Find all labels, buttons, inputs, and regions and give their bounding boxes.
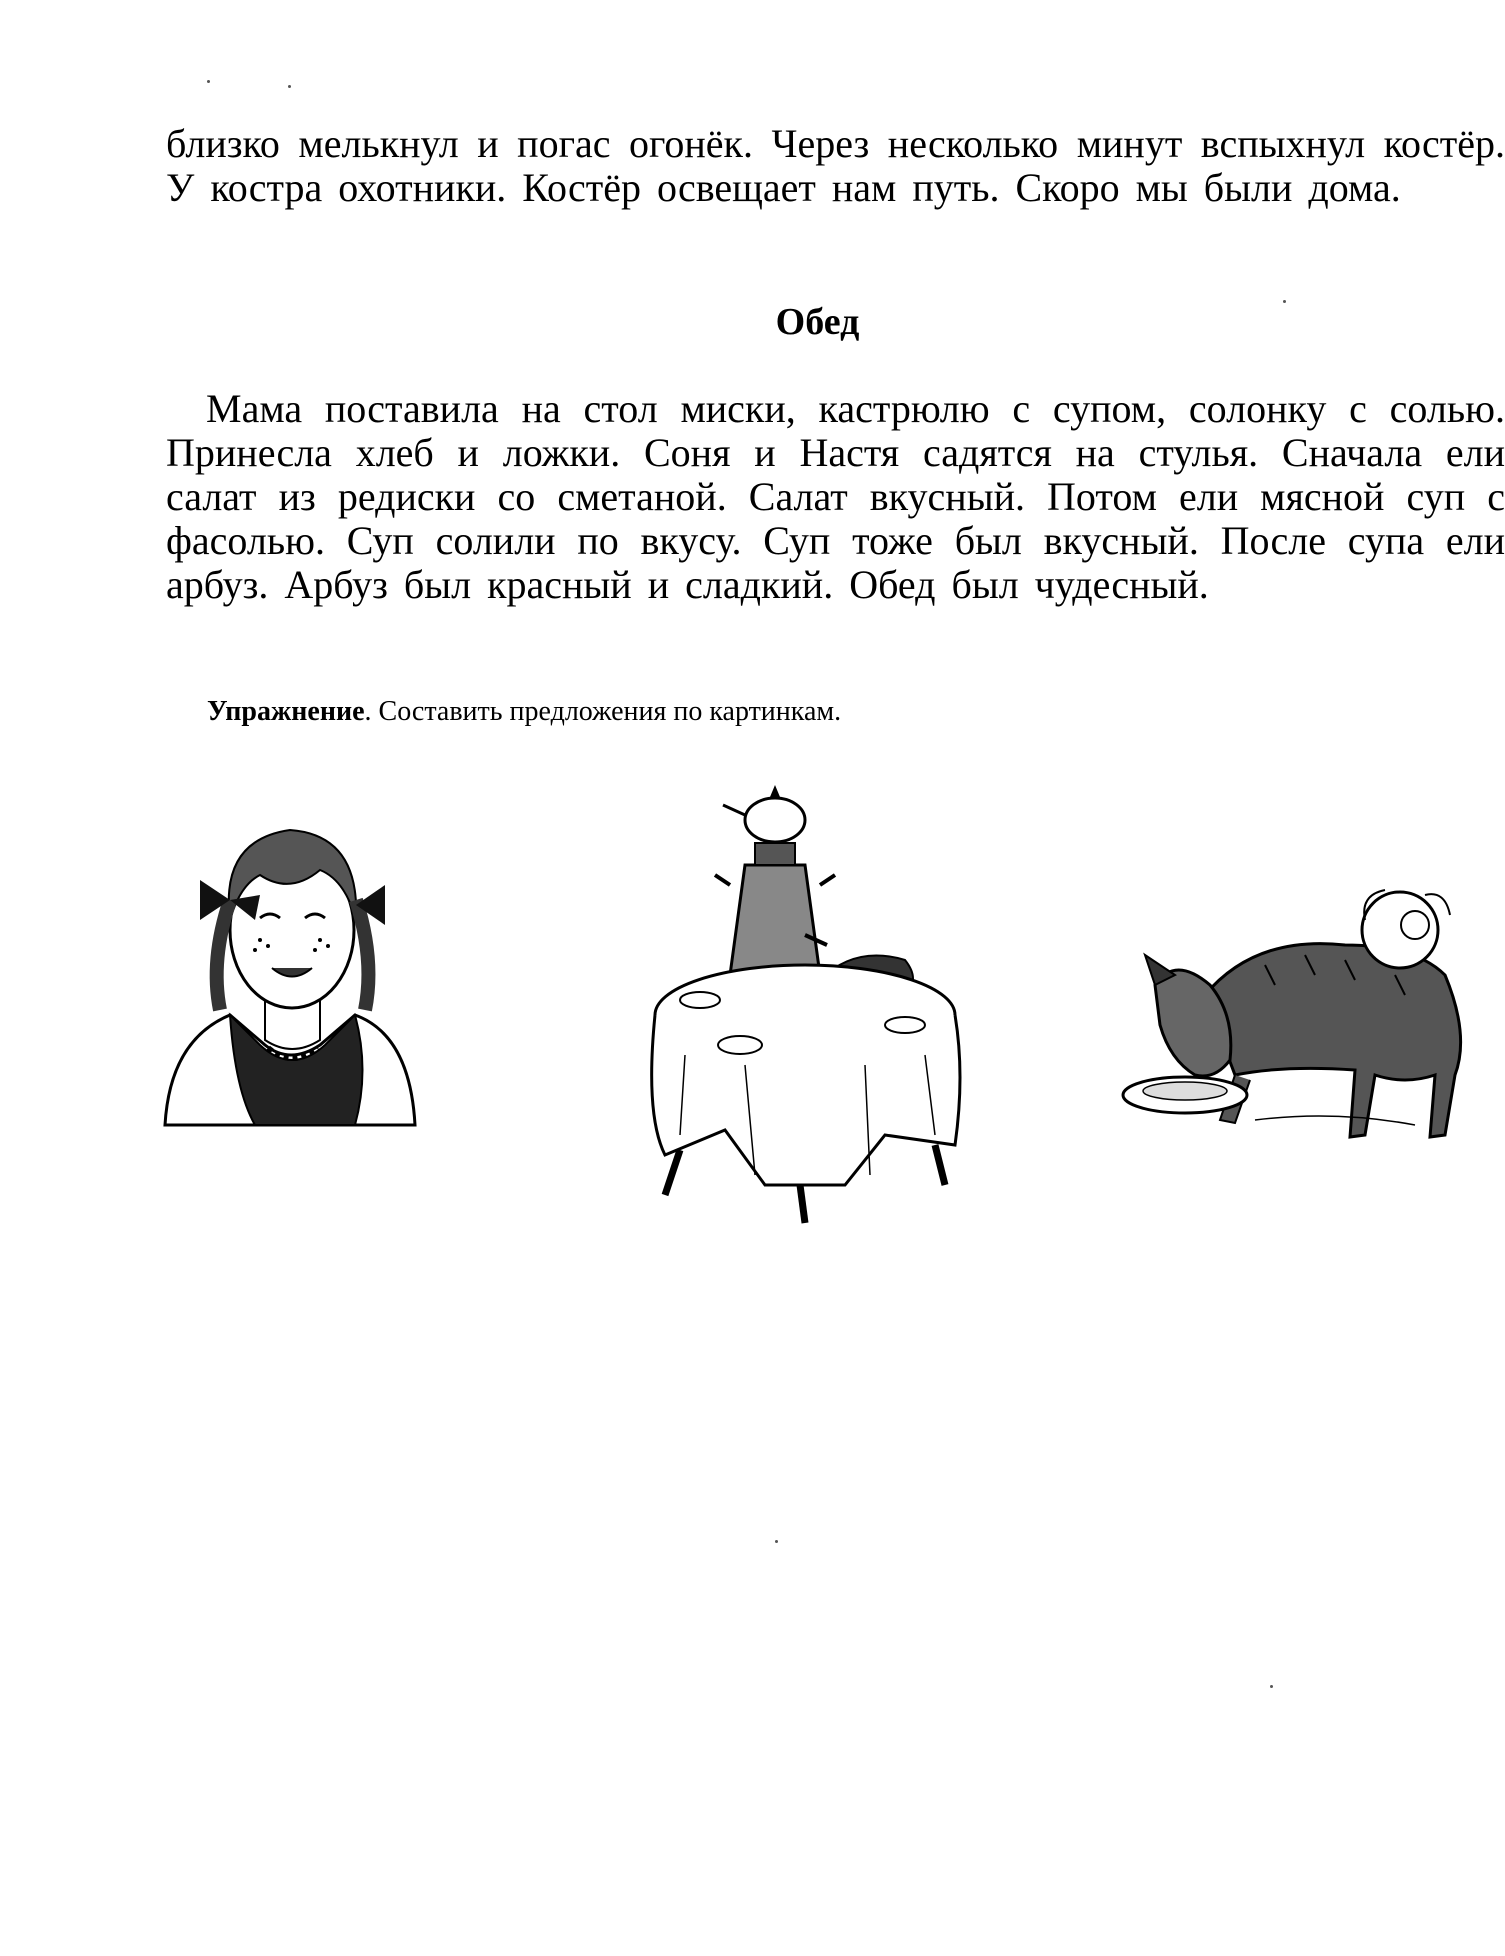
scan-speck [775, 1540, 778, 1543]
main-paragraph: Мама поставила на стол миски, кастрюлю с супом, солонку с солью. Принесла хлеб и ложки. Соня и Настя садятся на стулья. Сначала ели салат из редиски со сметаной. Салат вкусный. Потом ели мясной суп с фасолью. Суп солили по вкусу. Суп тоже был вкусный. После супа ели арбуз. Арбуз был красный и сладкий. Обед был чудесный. [166, 386, 1505, 607]
exercise-line [207, 696, 841, 728]
table-samovar-illustration [605, 755, 1005, 1225]
dog-illustration [1115, 875, 1505, 1160]
scan-speck [1270, 1685, 1273, 1688]
section-title: Обед [775, 301, 860, 343]
scan-speck [288, 85, 291, 88]
scan-speck [1283, 300, 1286, 303]
exercise-label: Упражнение [207, 696, 365, 727]
girl-illustration [160, 800, 425, 1130]
scan-speck [207, 80, 210, 83]
exercise-text: . Составить предложения по картинкам. [364, 696, 842, 727]
intro-paragraph: близко мелькнул и погас огонёк. Через несколько минут вспыхнул костёр. У костра охотники. Костёр освещает нам путь. Скоро мы были дома. [166, 121, 1505, 210]
